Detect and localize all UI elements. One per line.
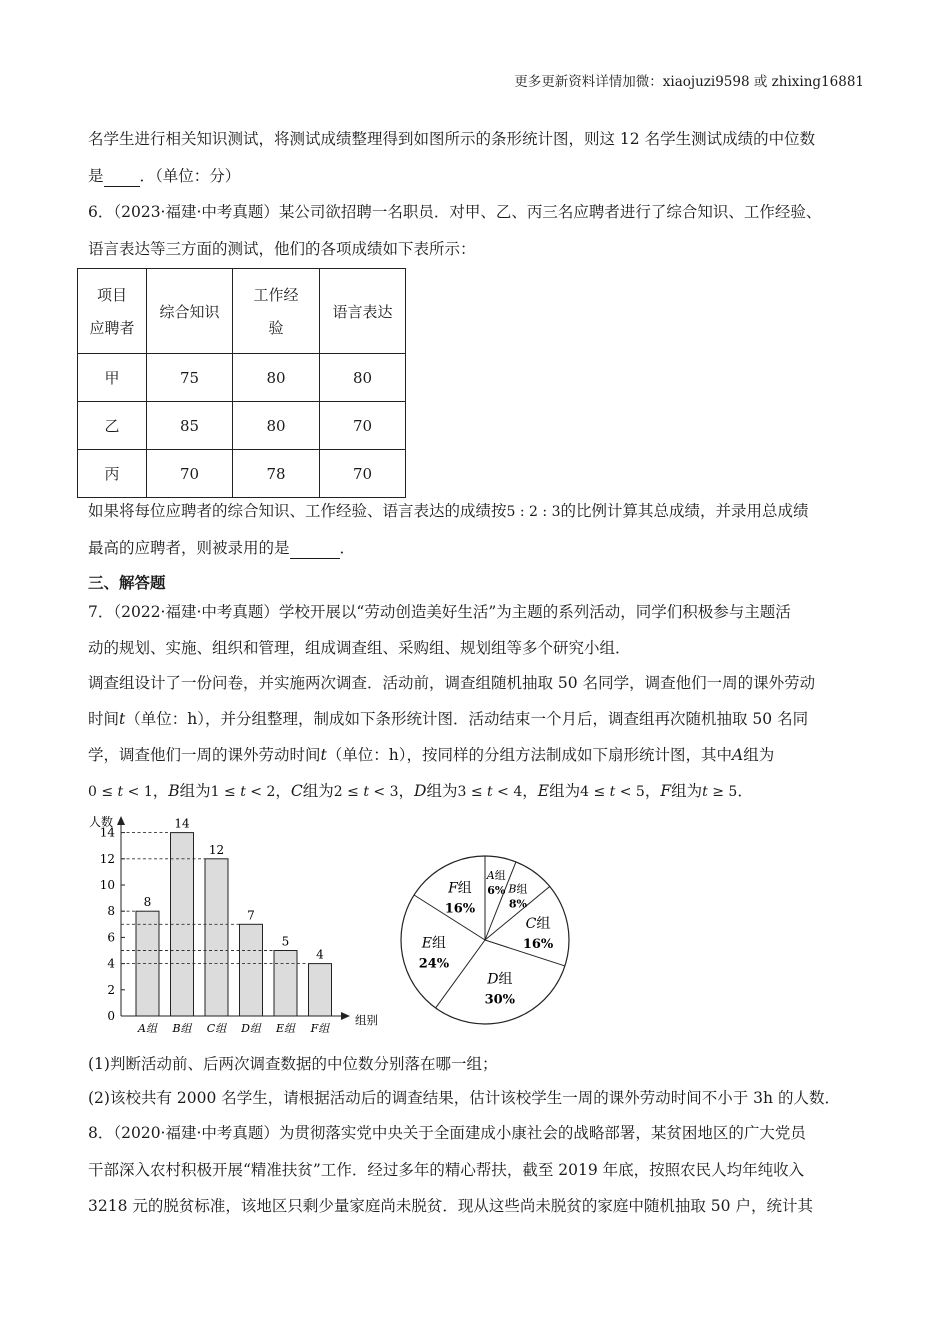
applicant-cell: 乙 [78, 402, 147, 450]
y-tick-label: 4 [107, 956, 115, 971]
data-label: 8 [143, 895, 152, 910]
q6-after-1: 如果将每位应聘者的综合知识、工作经验、语言表达的成绩按5 : 2 : 3的比例计算其总成绩，并录用总成绩 [88, 502, 809, 520]
col-header: 语言表达 [320, 269, 406, 354]
y-tick-label: 8 [107, 904, 115, 919]
data-label: 14 [174, 816, 190, 831]
group-range: 3 ≤ t < 4 [457, 784, 523, 800]
category-label: D组 [241, 1022, 261, 1035]
group-word: 组为 [671, 782, 703, 800]
table-row [78, 450, 406, 498]
score-cell: 80 [320, 354, 406, 402]
group-letter: C [290, 782, 303, 800]
y-tick-label: 10 [99, 878, 115, 892]
header-note: 更多更新资料详情加微：xiaojuzi9598 或 zhixing16881 [514, 74, 864, 90]
q6-line-1: 6．（2023·福建·中考真题）某公司欲招聘一名职员．对甲、乙、丙三名应聘者进行了综合知识、工作经验、 [88, 203, 822, 221]
group-word: 组为 [179, 782, 211, 800]
pie-chart [395, 850, 575, 1030]
category-label: A组 [138, 1022, 157, 1035]
q8-line-3: 3218 元的脱贫标准，该地区只剩少量家庭尚未脱贫．现从这些尚未脱贫的家庭中随机抽取 50 户，统计其 [88, 1197, 813, 1215]
bar [309, 964, 332, 1016]
answer-blank[interactable] [104, 166, 140, 187]
table-corner: 项目 应聘者 [78, 269, 147, 354]
score-cell: 85 [147, 402, 233, 450]
score-cell: 70 [147, 450, 233, 498]
data-label: 12 [208, 842, 225, 857]
y-axis-label: 人数 [89, 815, 114, 829]
table-row [78, 354, 406, 402]
score-table [77, 268, 406, 498]
bar [205, 859, 228, 1016]
score-cell: 70 [320, 402, 406, 450]
x-axis-arrow [341, 1012, 350, 1020]
slice-label: B组 [508, 882, 528, 896]
col-header: 综合知识 [147, 269, 233, 354]
q8-line-2: 干部深入农村积极开展“精准扶贫”工作．经过多年的精心帮扶，截至 2019 年底，按照农民人均年纯收入 [88, 1161, 805, 1179]
group-word: 组为 [549, 782, 581, 800]
group-range: 2 ≤ t < 3 [333, 784, 399, 800]
q6-line-2: 语言表达等三方面的测试，他们的各项成绩如下表所示： [88, 240, 476, 258]
q8-line-1: 8．（2020·福建·中考真题）为贯彻落实党中央关于全面建成小康社会的战略部署，某贫困地区的广大党员 [88, 1124, 806, 1142]
answer-blank[interactable] [290, 538, 340, 559]
section-title: 三、解答题 [88, 573, 166, 592]
category-label: E组 [275, 1022, 296, 1035]
data-label: 5 [281, 934, 290, 949]
category-label: C组 [206, 1022, 227, 1035]
category-label: B组 [172, 1022, 192, 1035]
score-cell: 75 [147, 354, 233, 402]
slice-percent: 24% [418, 956, 450, 972]
group-word: 组为 [302, 782, 334, 800]
separator: ， [275, 782, 291, 800]
bar [240, 924, 263, 1016]
slice-label: F组 [448, 880, 472, 897]
q5-line-2: 是 ．（单位：分） [88, 167, 241, 185]
q7-line-5: 学，调查他们一周的课外劳动时间t（单位：h），按同样的分组方法制成如下扇形统计图，其中A组为 [88, 746, 775, 764]
q7-line-2: 动的规划、实施、组织和管理，组成调查组、采购组、规划组等多个研究小组． [88, 639, 631, 657]
slice-label: E组 [421, 935, 447, 952]
q7-line-1: 7．（2022·福建·中考真题）学校开展以“劳动创造美好生活”为主题的系列活动，同学们积极参与主题活 [88, 603, 791, 621]
group-range: 0 ≤ t < 1 [88, 784, 153, 800]
group-letter: E [537, 782, 550, 800]
y-tick-label: 12 [99, 851, 115, 866]
score-cell: 70 [320, 450, 406, 498]
category-label: F组 [310, 1022, 330, 1035]
slice-percent: 6% [487, 884, 506, 898]
col-header: 工作经 验 [233, 269, 320, 354]
q7-sub-1: (1)判断活动前、后两次调查数据的中位数分别落在哪一组； [88, 1055, 498, 1073]
separator: ， [398, 782, 415, 800]
slice-percent: 30% [484, 992, 516, 1008]
y-tick-label: 0 [107, 1009, 115, 1023]
x-axis-label: 组别 [355, 1013, 378, 1027]
group-letter: D [414, 782, 427, 800]
table-row [78, 402, 406, 450]
group-range: 4 ≤ t < 5 [580, 784, 645, 800]
slice-label: D组 [487, 971, 513, 988]
bar [274, 951, 297, 1017]
applicant-cell: 丙 [78, 450, 147, 498]
score-cell: 80 [233, 354, 320, 402]
slice-percent: 16% [444, 901, 476, 917]
group-letter: B [168, 782, 180, 800]
q5-line-1: 名学生进行相关知识测试，将测试成绩整理得到如图所示的条形统计图，则这 12 名学生测试成绩的中位数 [88, 130, 816, 148]
group-range: t ≥ 5 [702, 784, 738, 800]
group-word: 组为 [426, 782, 458, 800]
y-axis-arrow [117, 816, 125, 825]
end-mark: ． [737, 782, 753, 800]
q7-sub-2: (2)该校共有 2000 名学生，请根据活动后的调查结果，估计该校学生一周的课外劳动时间不小于 3h 的人数． [88, 1089, 840, 1107]
bar-chart [84, 808, 384, 1040]
y-tick-label: 2 [107, 982, 115, 997]
score-cell: 78 [233, 450, 320, 498]
score-cell: 80 [233, 402, 320, 450]
y-tick-label: 14 [99, 825, 115, 840]
group-range: 1 ≤ t < 2 [210, 784, 276, 800]
group-definitions [88, 781, 753, 802]
slice-label: C组 [525, 915, 551, 932]
q7-line-4: 时间t（单位：h），并分组整理，制成如下条形统计图．活动结束一个月后，调查组再次随机抽取 50 名同 [88, 710, 809, 728]
q6-after-2: 最高的应聘者，则被录用的是 ． [88, 539, 356, 557]
slice-percent: 16% [522, 936, 554, 952]
y-tick-label: 6 [107, 930, 115, 945]
q7-line-3: 调查组设计了一份问卷，并实施两次调查．活动前，调查组随机抽取 50 名同学，调查他们一周的课外劳动 [88, 674, 816, 692]
group-letter: F [660, 782, 672, 800]
slice-percent: 8% [508, 897, 527, 911]
slice-label: A组 [486, 869, 506, 883]
separator: ， [152, 782, 169, 800]
separator: ， [522, 782, 538, 800]
separator: ， [644, 782, 661, 800]
data-label: 4 [316, 947, 324, 962]
applicant-cell: 甲 [78, 354, 147, 402]
data-label: 7 [247, 908, 255, 923]
